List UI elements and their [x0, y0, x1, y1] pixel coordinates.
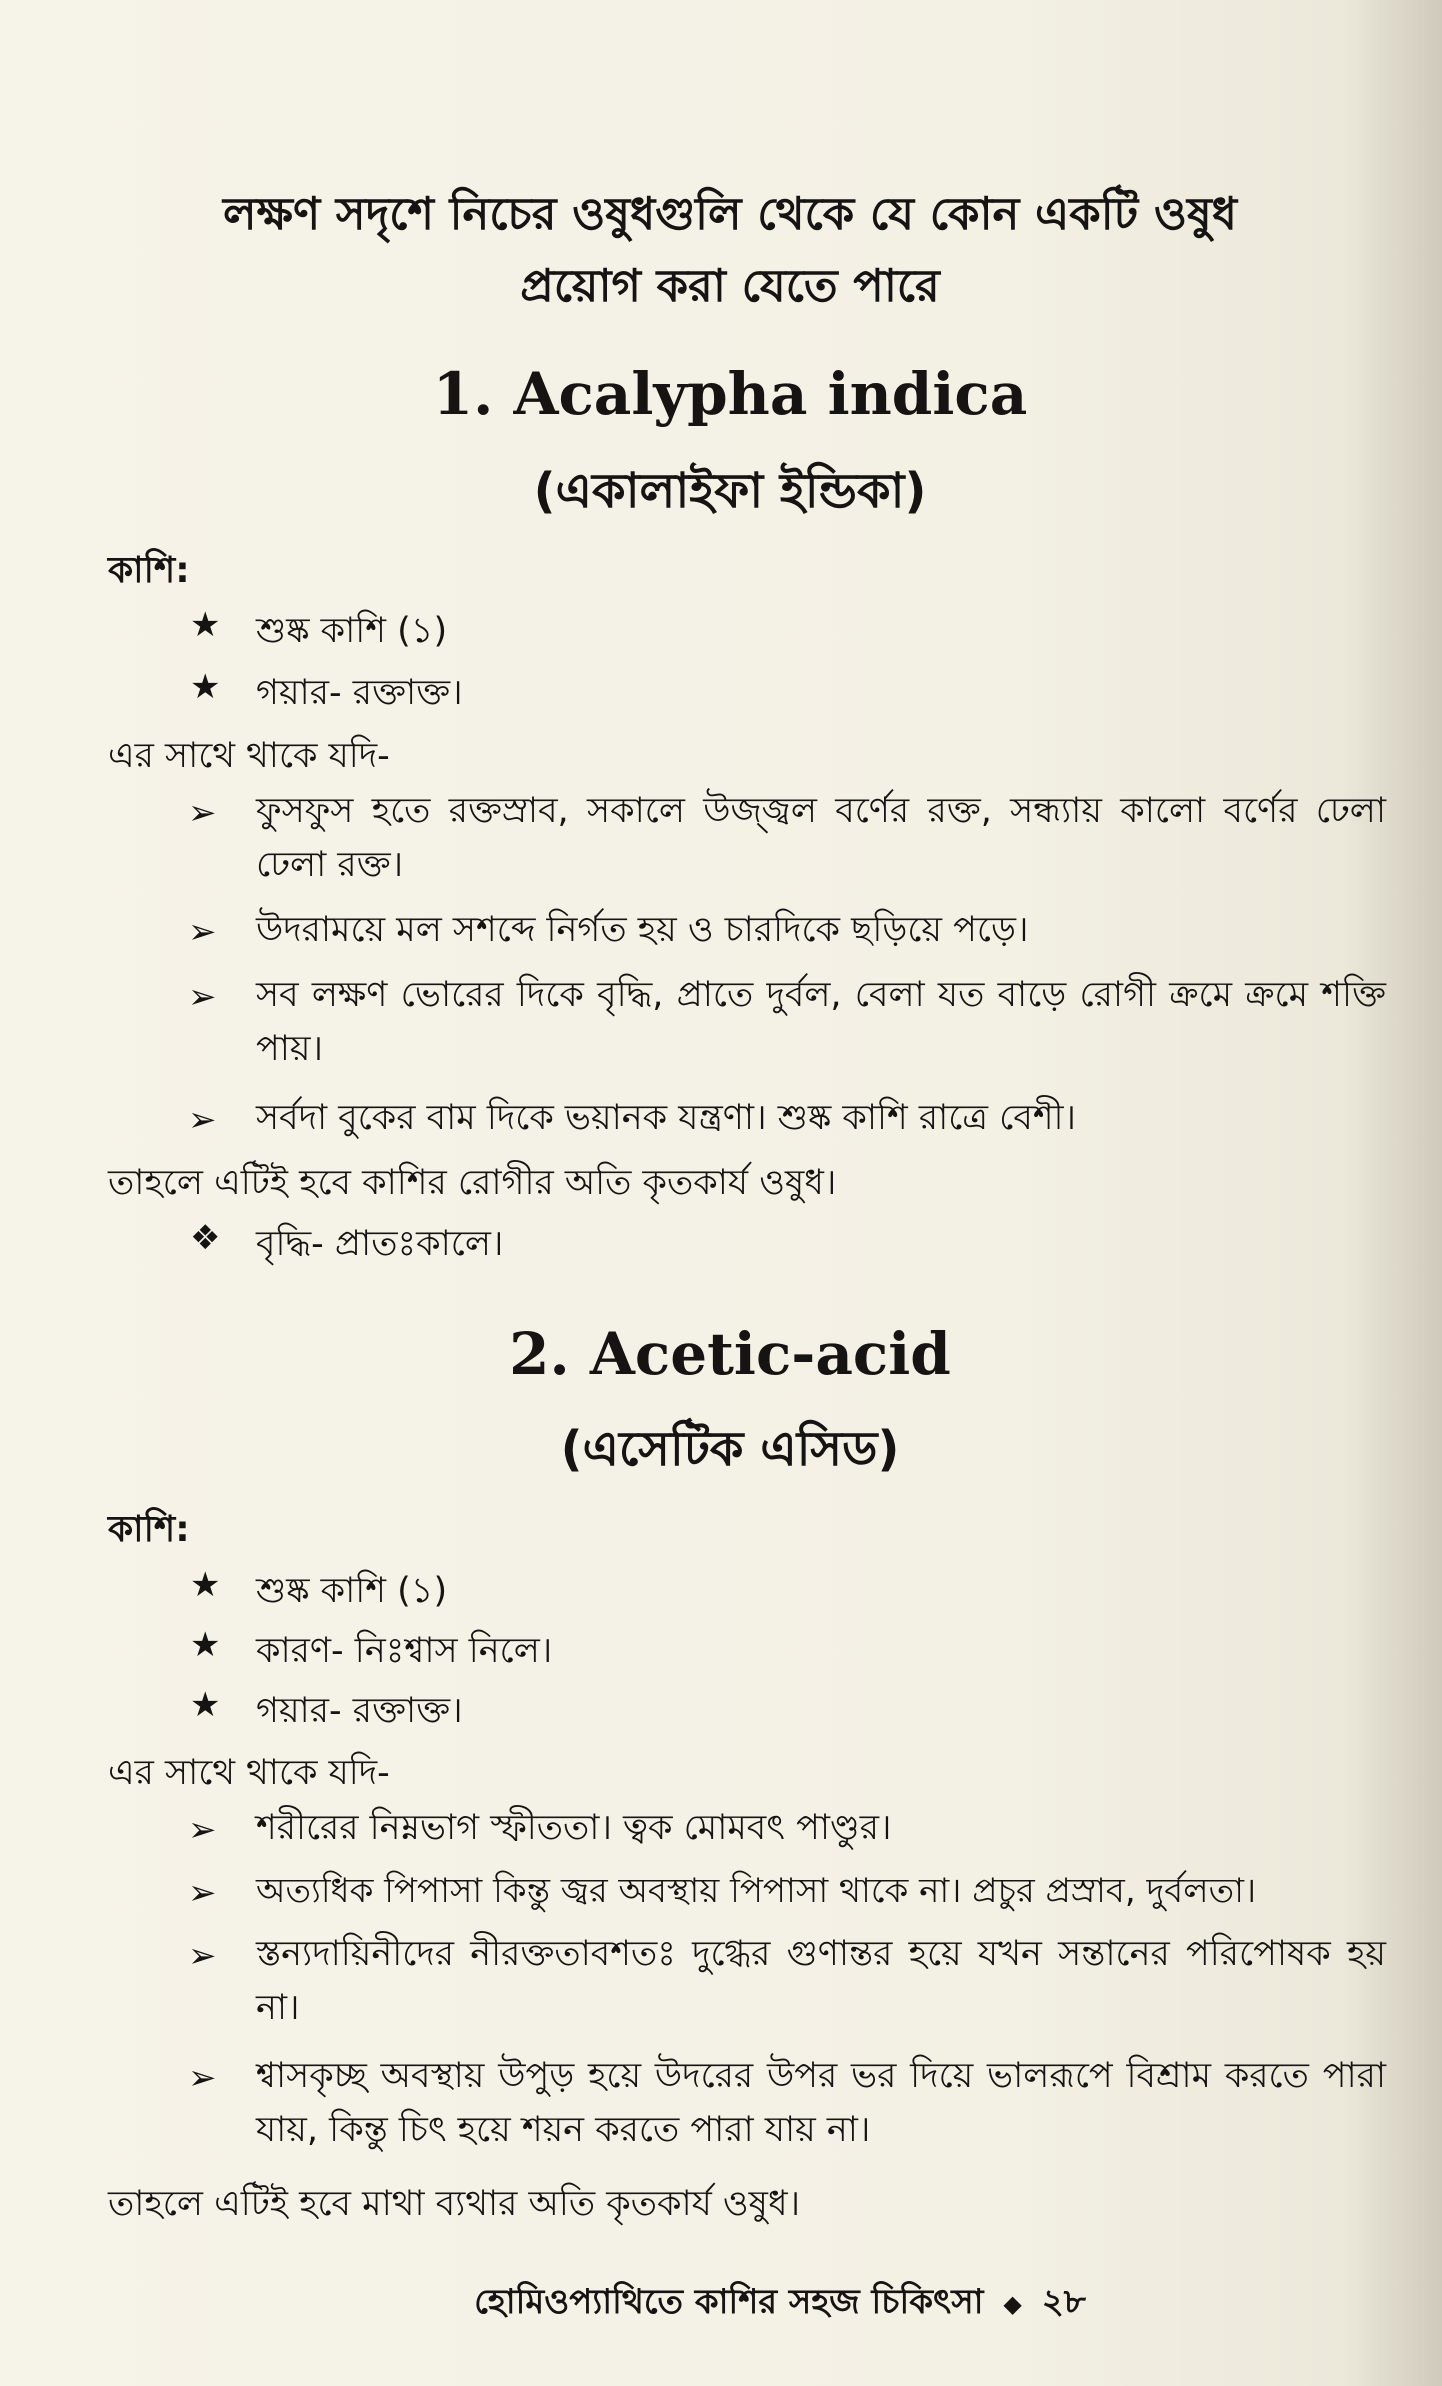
footer-separator: ◆ — [1003, 2289, 1022, 2318]
remedy2-symptom: স্তন্যদায়িনীদের নীরক্ততাবশতঃ দুগ্ধের গুণান্তর হয়ে যখন সন্তানের পরিপোষক হয় না। — [256, 1934, 1386, 2028]
page-footer — [420, 2276, 1140, 2333]
footer-page-number: ২৮ — [1041, 2282, 1086, 2322]
arrow-bullet-icon: ➢ — [188, 1873, 217, 1913]
arrow-bullet-icon: ➢ — [188, 1810, 217, 1850]
arrow-bullet-icon: ➢ — [188, 977, 217, 1017]
remedy2-symptom: শরীরের নিম্নভাগ স্ফীততা। ত্বক মোমবৎ পাণ্ডুর। — [256, 1808, 892, 1848]
remedy1-symptom: ফুসফুস হতে রক্তস্রাব, সকালে উজ্জ্বল বর্ণের রক্ত, সন্ধ্যায় কালো বর্ণের ঢেলা ঢেলা রক্ত। — [256, 791, 1386, 885]
remedy1-cough-item: শুষ্ক কাশি (১) — [256, 611, 448, 651]
arrow-bullet-icon: ➢ — [188, 1936, 217, 1976]
remedy1-cough-item: গয়ার- রক্তাক্ত। — [256, 673, 463, 713]
arrow-bullet-icon: ➢ — [188, 793, 217, 833]
remedy1-symptom: সর্বদা বুকের বাম দিকে ভয়ানক যন্ত্রণা। শুষ্ক কাশি রাত্রে বেশী। — [256, 1098, 1077, 1138]
arrow-bullet-icon: ➢ — [188, 912, 217, 952]
remedy2-along-label: এর সাথে থাকে যদি- — [108, 1753, 390, 1793]
footer-book-title: হোমিওপ্যাথিতে কাশির সহজ চিকিৎসা — [474, 2282, 984, 2322]
diamond-bullet-icon: ❖ — [190, 1218, 221, 1258]
section-heading-line1: লক্ষণ সদৃশে নিচের ওষুধগুলি থেকে যে কোন একটি ওষুধ — [223, 187, 1237, 240]
star-bullet-icon: ★ — [190, 667, 221, 707]
arrow-bullet-icon: ➢ — [188, 1100, 217, 1140]
star-bullet-icon: ★ — [190, 1685, 221, 1725]
remedy2-cough-label: কাশি: — [108, 1509, 190, 1550]
remedy1-along-label: এর সাথে থাকে যদি- — [108, 736, 390, 776]
remedy2-symptom: শ্বাসকৃচ্ছ অবস্থায় উপুড় হয়ে উদরের উপর ভর দিয়ে ভালরূপে বিশ্রাম করতে পারা যায়, কিন্তু চিৎ হয়ে শয়ন করতে পারা যায় না। — [256, 2056, 1386, 2150]
remedy2-cough-item: শুষ্ক কাশি (১) — [256, 1571, 448, 1611]
star-bullet-icon: ★ — [190, 1625, 221, 1665]
star-bullet-icon: ★ — [190, 605, 221, 645]
remedy1-title-bengali: (একালাইফা ইন্ডিকা) — [533, 463, 927, 519]
remedy2-title-english: 2. Acetic-acid — [509, 1320, 951, 1388]
remedy2-cough-item: গয়ার- রক্তাক্ত। — [256, 1691, 463, 1731]
remedy1-conclusion: তাহলে এটিই হবে কাশির রোগীর অতি কৃতকার্য ওষুধ। — [108, 1163, 837, 1203]
remedy1-symptom: উদরাময়ে মল সশব্দে নির্গত হয় ও চারদিকে ছড়িয়ে পড়ে। — [256, 910, 1029, 950]
remedy1-title-english: 1. Acalypha indica — [432, 360, 1028, 428]
remedy2-conclusion: তাহলে এটিই হবে মাথা ব্যথার অতি কৃতকার্য ওষুধ। — [108, 2184, 801, 2224]
remedy1-symptom: সব লক্ষণ ভোরের দিকে বৃদ্ধি, প্রাতে দুর্বল, বেলা যত বাড়ে রোগী ক্রমে ক্রমে শক্তি পায়। — [256, 975, 1386, 1069]
remedy2-title-bengali: (এসেটিক এসিড) — [560, 1421, 900, 1477]
star-bullet-icon: ★ — [190, 1565, 221, 1605]
arrow-bullet-icon: ➢ — [188, 2058, 217, 2098]
remedy1-cough-label: কাশি: — [108, 550, 190, 591]
remedy1-aggravation: বৃদ্ধি- প্রাতঃকালে। — [256, 1224, 504, 1264]
remedy2-symptom: অত্যধিক পিপাসা কিন্তু জ্বর অবস্থায় পিপাসা থাকে না। প্রচুর প্রস্রাব, দুর্বলতা। — [256, 1871, 1257, 1911]
remedy2-cough-item: কারণ- নিঃশ্বাস নিলে। — [256, 1631, 553, 1671]
section-heading-line2: প্রয়োগ করা যেতে পারে — [520, 259, 940, 312]
